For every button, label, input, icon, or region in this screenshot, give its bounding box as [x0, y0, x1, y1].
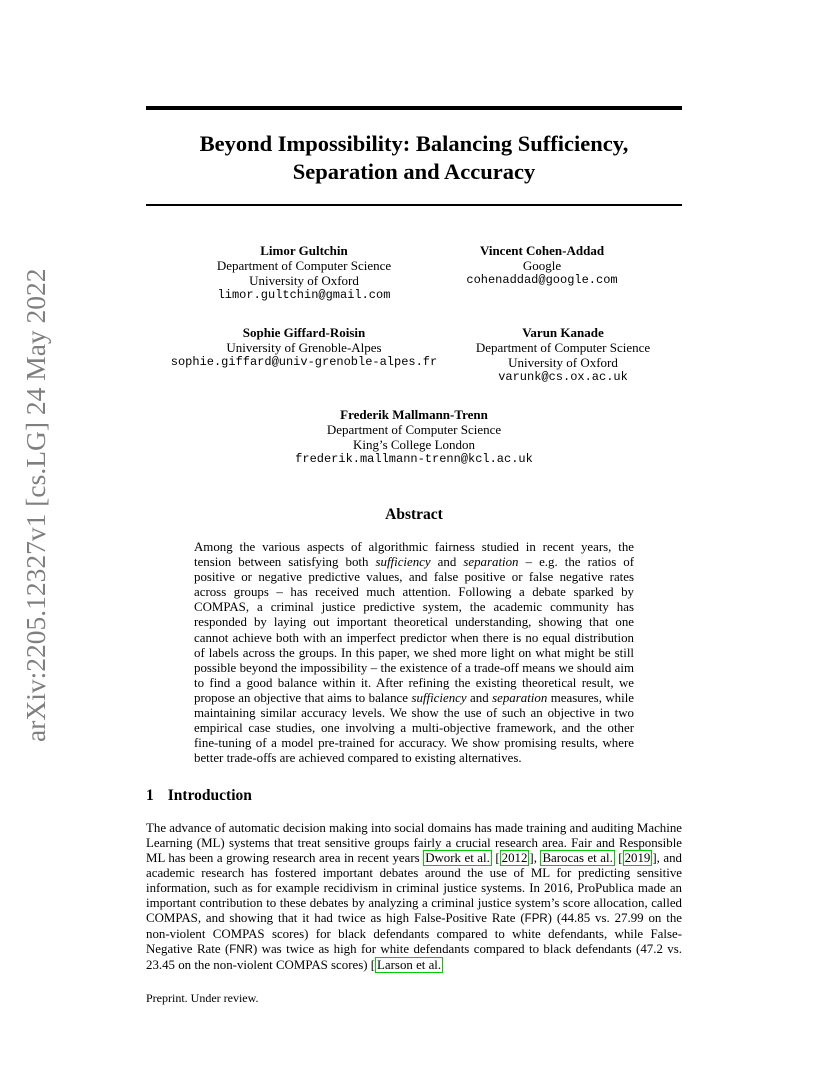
author-affiliation: King’s College London	[352, 437, 476, 452]
acronym-fnr: FNR	[229, 943, 253, 956]
citation-link-dwork-year[interactable]: 2012	[501, 850, 528, 865]
citation-link-barocas[interactable]: Barocas et al.	[542, 850, 613, 865]
section-number: 1	[146, 787, 154, 804]
section-title: Introduction	[167, 787, 252, 804]
author-name: Sophie Giffard-Roisin	[242, 325, 366, 340]
acronym-fpr: FPR	[524, 912, 548, 925]
abstract-term-sufficiency: sufficiency	[375, 555, 431, 570]
author-affiliation: Department of Computer Science	[216, 258, 392, 273]
author-email: sophie.giffard@univ-grenoble-alpes.fr	[170, 355, 438, 369]
abstract-text: measures, while maintaining similar accuracy levels. We show the use of such an objective in two empirical case studies, one involving a multi-objective framework, and the other fine-tuning of a model pre-trained for accuracy. We show promising results, where better trade-offs are achieved compared to existing alternatives.	[194, 690, 635, 766]
author-name: Frederik Mallmann-Trenn	[340, 407, 488, 422]
author-name: Limor Gultchin	[260, 243, 348, 258]
abstract-text: – e.g. the ratios of positive or negative predictive values, and false positive or false negative rates across groups – has received much attention. Following a debate sparked by COMPAS, a criminal justice predictive system, the academic community has responded by laying out important theoretical understanding, showing that one cannot achieve both with an imperfect predictor when there is no equal distribution of labels across the groups. In this paper, we shed more light on what might be still possible beyond the impossibility – the existence of a trade-off means we should aim to find a good balance within it. After refining the existing theoretical result, we propose an objective that aims to balance	[194, 555, 635, 705]
arxiv-identifier-text: arXiv:2205.12327v1 [cs.LG] 24 May 2022	[20, 268, 51, 742]
abstract-text: and	[466, 690, 493, 705]
author-block-cohen-addad	[382, 243, 702, 288]
intro-text: ) was twice as high for white defendants compared to black defendants (47.2 vs. 23.45 on the non-violent COMPAS scores) [	[146, 941, 682, 972]
intro-text: ],	[529, 850, 541, 865]
paper-title	[146, 130, 682, 186]
intro-text: The advance of automatic decision making into social domains has made training and auditing Machine Learning (ML) systems that treat sensitive groups fairly a crucial research area. Fair and Responsible ML has been a growing research area in recent years	[146, 821, 682, 865]
author-name: Vincent Cohen-Addad	[479, 243, 605, 258]
intro-text: ], and academic research has fostered important debates around the use of ML for predicting sensitive information, such as for example recidivism in criminal justice systems. In 2016, ProPublica made an important contribution to these debates by analyzing a criminal justice system’s score allocation, called COMPAS, and showing that it had twice as high False-Positive Rate (	[146, 850, 683, 925]
abstract-term-sufficiency: sufficiency	[411, 690, 467, 705]
abstract-term-separation: separation	[492, 690, 548, 705]
footer-note: Preprint. Under review.	[146, 991, 259, 1005]
citation-link-dwork[interactable]: Dwork et al.	[425, 850, 490, 865]
citation-link-larson[interactable]: Larson et al.	[377, 957, 442, 972]
citation-link-barocas-year[interactable]: 2019	[624, 850, 651, 865]
abstract-term-separation: separation	[463, 555, 519, 570]
author-email: frederik.mallmann-trenn@kcl.ac.uk	[295, 452, 533, 466]
title-top-rule	[146, 106, 682, 110]
abstract-text: Among the various aspects of algorithmic fairness studied in recent years, the tension between satisfying both	[194, 540, 634, 570]
author-block-mallmann-trenn	[254, 407, 574, 467]
introduction-paragraph	[146, 821, 682, 973]
intro-text: [	[614, 850, 623, 865]
author-block-kanade	[403, 325, 723, 385]
paper-title-line-1: Beyond Impossibility: Balancing Sufficiency,	[199, 131, 629, 156]
section-heading-introduction	[146, 787, 252, 805]
abstract-heading: Abstract	[385, 506, 443, 523]
author-affiliation: Department of Computer Science	[326, 422, 502, 437]
intro-text: [	[491, 850, 500, 865]
author-affiliation: Google	[522, 258, 562, 273]
author-email: limor.gultchin@gmail.com	[217, 288, 391, 302]
paper-title-line-2: Separation and Accuracy	[292, 159, 536, 184]
title-bottom-rule	[146, 204, 682, 206]
author-affiliation: University of Grenoble-Alpes	[226, 340, 382, 355]
author-affiliation: Department of Computer Science	[475, 340, 651, 355]
abstract-paragraph	[194, 540, 634, 766]
author-email: cohenaddad@google.com	[466, 273, 618, 287]
arxiv-identifier-stamp	[16, 268, 56, 742]
intro-text: ) (44.85 vs. 27.99 on the non-violent COMPAS scores) for black defendants compared to white defendants, while False-Negative Rate (	[146, 910, 682, 956]
author-affiliation: University of Oxford	[249, 273, 359, 288]
author-affiliation: University of Oxford	[508, 355, 618, 370]
abstract-text: and	[430, 555, 464, 570]
author-name: Varun Kanade	[522, 325, 604, 340]
author-email: varunk@cs.ox.ac.uk	[498, 370, 628, 384]
